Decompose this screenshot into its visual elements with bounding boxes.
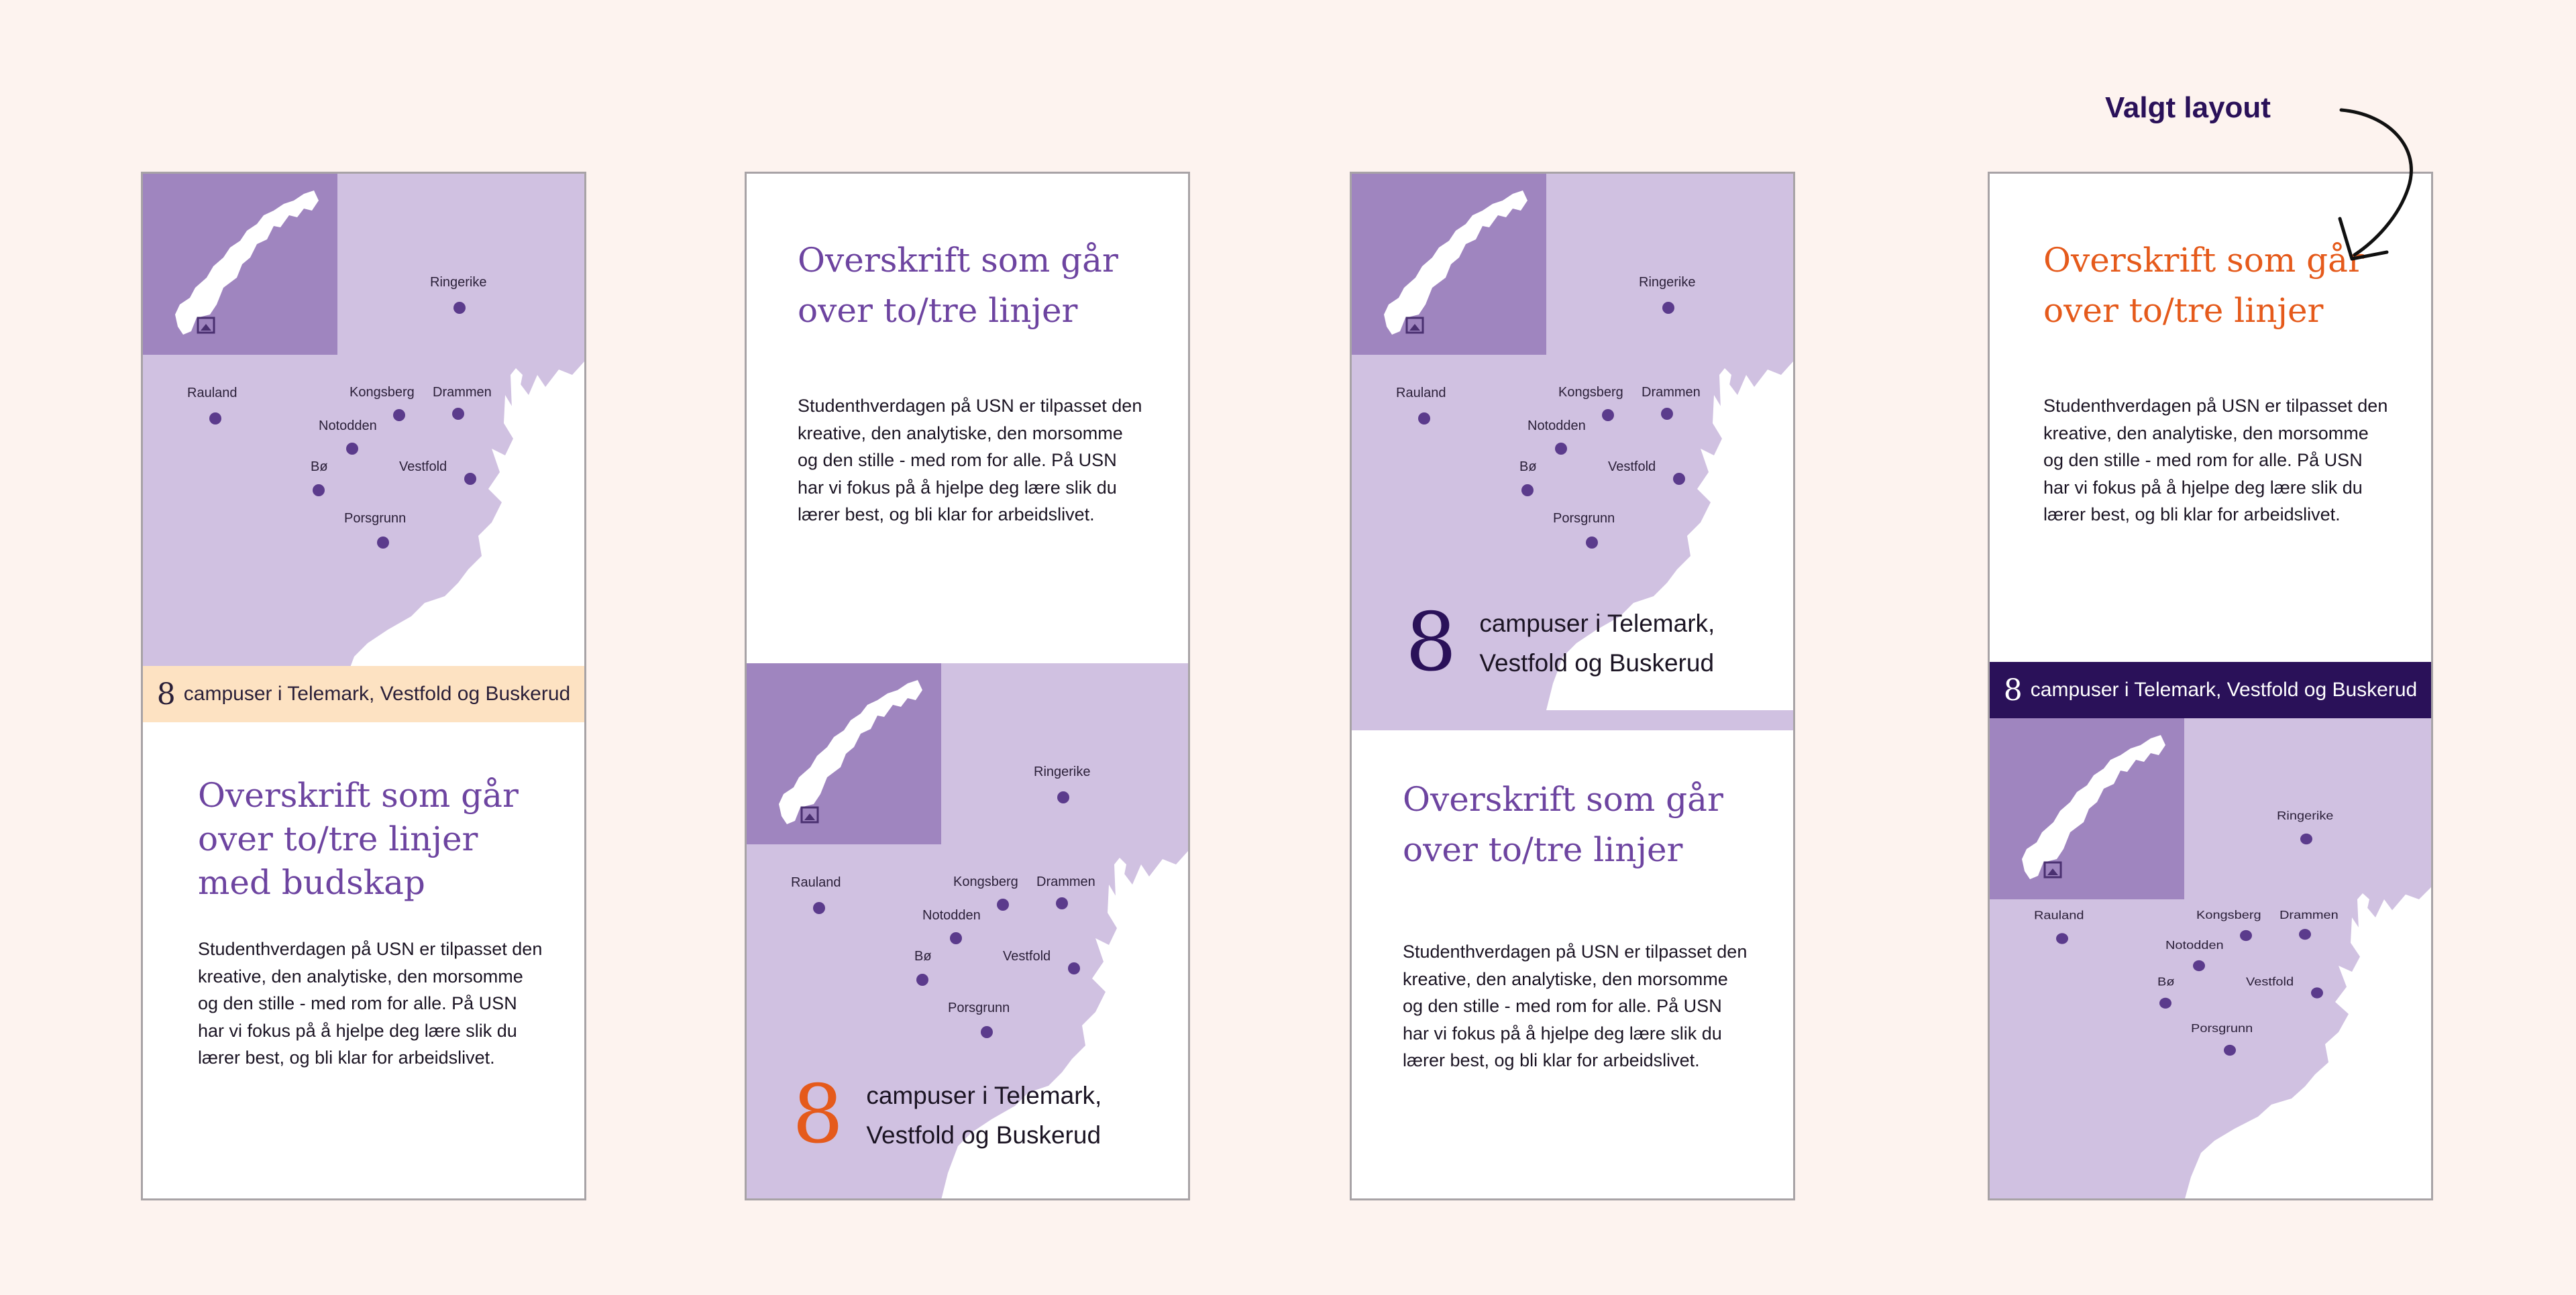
campus-map <box>143 174 584 666</box>
arrow-icon <box>2308 101 2428 275</box>
layout-card-1 <box>141 172 586 1200</box>
campus-count: 8 <box>2003 673 2023 708</box>
campus-caption <box>792 1068 1148 1162</box>
card-heading: Overskrift som går over to/tre linjer <box>2043 241 2364 330</box>
campus-band <box>1990 662 2431 718</box>
norway-inset <box>747 663 941 844</box>
norway-icon <box>1990 718 2184 899</box>
norway-inset <box>1990 718 2184 899</box>
layout-card-4-selected <box>1988 172 2433 1200</box>
card-heading: Overskrift som går over to/tre linjer med budskap <box>198 776 519 902</box>
norway-inset <box>143 174 337 355</box>
layout-card-3 <box>1350 172 1795 1200</box>
campus-text: campuser i Telemark, Vestfold og Buskerud <box>866 1081 1102 1149</box>
campus-count: 8 <box>156 677 176 712</box>
norway-inset <box>1352 174 1546 355</box>
campus-count: 8 <box>1405 596 1457 689</box>
card-body: Studenthverdagen på USN er tilpasset den kreative, den analytiske, den morsomme og den stille - med rom for alle. På USN har vi fokus på å hjelpe deg lære slik du lærer best, og bli klar for arbeidslivet. <box>1403 942 1748 1070</box>
campus-text: campuser i Telemark, Vestfold og Buskerud <box>1479 609 1715 677</box>
campus-text: campuser i Telemark, Vestfold og Buskerud <box>183 683 571 705</box>
campus-count: 8 <box>792 1068 844 1162</box>
campus-text: campuser i Telemark, Vestfold og Buskerud <box>2030 679 2418 701</box>
selected-layout-label: Valgt layout <box>2105 91 2271 124</box>
campus-map <box>1990 718 2431 1200</box>
card-heading: Overskrift som går over to/tre linjer <box>798 241 1118 330</box>
campus-caption <box>1405 596 1761 689</box>
norway-icon <box>143 174 337 355</box>
card-body: Studenthverdagen på USN er tilpasset den kreative, den analytiske, den morsomme og den stille - med rom for alle. På USN har vi fokus på å hjelpe deg lære slik du lærer best, og bli klar for arbeidslivet. <box>198 939 543 1068</box>
layout-card-2 <box>745 172 1190 1200</box>
card-body: Studenthverdagen på USN er tilpasset den kreative, den analytiske, den morsomme og den stille - med rom for alle. På USN har vi fokus på å hjelpe deg lære slik du lærer best, og bli klar for arbeidslivet. <box>2043 396 2388 524</box>
norway-icon <box>1352 174 1546 355</box>
card-heading: Overskrift som går over to/tre linjer <box>1403 780 1723 869</box>
card-body: Studenthverdagen på USN er tilpasset den kreative, den analytiske, den morsomme og den stille - med rom for alle. På USN har vi fokus på å hjelpe deg lære slik du lærer best, og bli klar for arbeidslivet. <box>798 396 1142 524</box>
norway-icon <box>747 663 941 844</box>
campus-band <box>143 666 584 722</box>
